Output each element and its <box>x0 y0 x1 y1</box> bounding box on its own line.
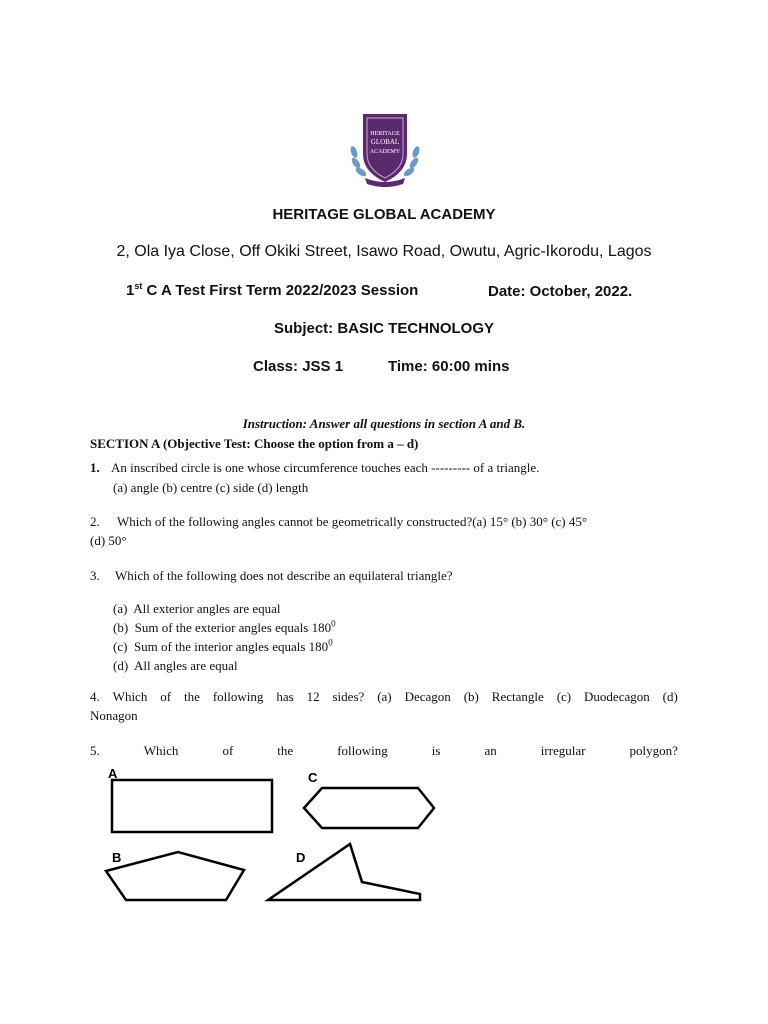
option-c: (c) Sum of the interior angles equals $180^0$ <box>113 637 333 654</box>
question-word: Which <box>112 689 148 704</box>
question-4 <box>90 687 678 725</box>
polygon-figures <box>96 764 446 912</box>
question-word: Which <box>143 743 179 758</box>
shape-label-d: D <box>296 850 306 865</box>
question-text: An inscribed circle is one whose circumference touches each --------- of a triangle. <box>111 460 540 475</box>
question-word: irregular <box>540 743 586 758</box>
question-text: Which of the following does not describe an equilateral triangle? <box>115 568 453 583</box>
section-a-title: SECTION A (Objective Test: Choose the option from a – d) <box>90 436 419 451</box>
question-1-options: (a) angle (b) centre (c) side (d) length <box>113 480 309 495</box>
question-word: (d) <box>662 689 678 704</box>
school-logo <box>345 108 425 188</box>
question-word: (b) <box>463 689 479 704</box>
question-word: sides? <box>332 689 365 704</box>
question-word: 12 <box>306 689 320 704</box>
question-3 <box>90 566 453 585</box>
question-word: an <box>484 743 497 758</box>
question-word: the <box>277 743 294 758</box>
question-number: 4. <box>90 689 100 704</box>
question-number: 1. <box>90 460 100 475</box>
question-word: of <box>222 743 234 758</box>
question-number: 2. <box>90 514 100 529</box>
question-word: is <box>431 743 441 758</box>
question-2 <box>90 512 680 550</box>
question-number: 5. <box>90 743 100 758</box>
school-address: 2, Ola Iya Close, Off Okiki Street, Isawo Road, Owutu, Agric-Ikorodu, Lagos <box>116 243 652 260</box>
question-text-cont: (d) 50° <box>90 533 127 548</box>
question-5 <box>90 741 678 760</box>
question-word: Rectangle <box>491 689 544 704</box>
question-text: Which of the following angles cannot be geometrically constructed?(a) 15° (b) 30° (c) 45° <box>117 514 588 529</box>
question-word: has <box>276 689 294 704</box>
question-word: following <box>337 743 388 758</box>
question-word: Duodecagon <box>584 689 650 704</box>
question-text <box>90 741 678 760</box>
svg-text:GLOBAL: GLOBAL <box>370 138 400 146</box>
ca-ordinal: st <box>134 281 143 291</box>
shape-label-c: C <box>308 770 318 785</box>
shape-label-b: B <box>112 850 122 865</box>
shape-b-pentagon <box>106 852 244 900</box>
test-title <box>126 282 418 299</box>
question-number: 3. <box>90 568 100 583</box>
question-word: Decagon <box>404 689 451 704</box>
instruction: Instruction: Answer all questions in section A and B. <box>242 416 526 431</box>
svg-text:HERITAGE: HERITAGE <box>370 131 400 137</box>
shape-c-hexagon <box>304 788 434 828</box>
svg-text:ACADEMY: ACADEMY <box>369 149 401 155</box>
question-word: of <box>160 689 172 704</box>
question-text-cont: Nonagon <box>90 708 138 723</box>
question-word: the <box>184 689 200 704</box>
shape-a-rectangle <box>112 780 272 832</box>
ca-number: 1 <box>126 282 135 299</box>
option-a: (a) All exterior angles are equal <box>113 601 281 616</box>
school-name: HERITAGE GLOBAL ACADEMY <box>272 206 496 223</box>
time-info: Time: 60:00 mins <box>388 358 510 375</box>
class-info: Class: JSS 1 <box>253 358 344 375</box>
question-1 <box>90 458 539 477</box>
option-d: (d) All angles are equal <box>113 658 238 673</box>
question-word: polygon? <box>629 743 678 758</box>
subject: Subject: BASIC TECHNOLOGY <box>273 320 494 337</box>
question-3-options <box>113 599 336 675</box>
question-word: (a) <box>377 689 392 704</box>
question-text <box>90 687 678 706</box>
question-word: (c) <box>556 689 572 704</box>
shape-label-a: A <box>108 766 118 781</box>
option-b: (b) Sum of the exterior angles equals $180^0$ <box>113 618 336 635</box>
question-word: following <box>212 689 264 704</box>
shape-d-irregular <box>268 844 420 900</box>
test-date: Date: October, 2022. <box>488 283 633 300</box>
term-text: C A Test First Term 2022/2023 Session <box>142 282 419 299</box>
